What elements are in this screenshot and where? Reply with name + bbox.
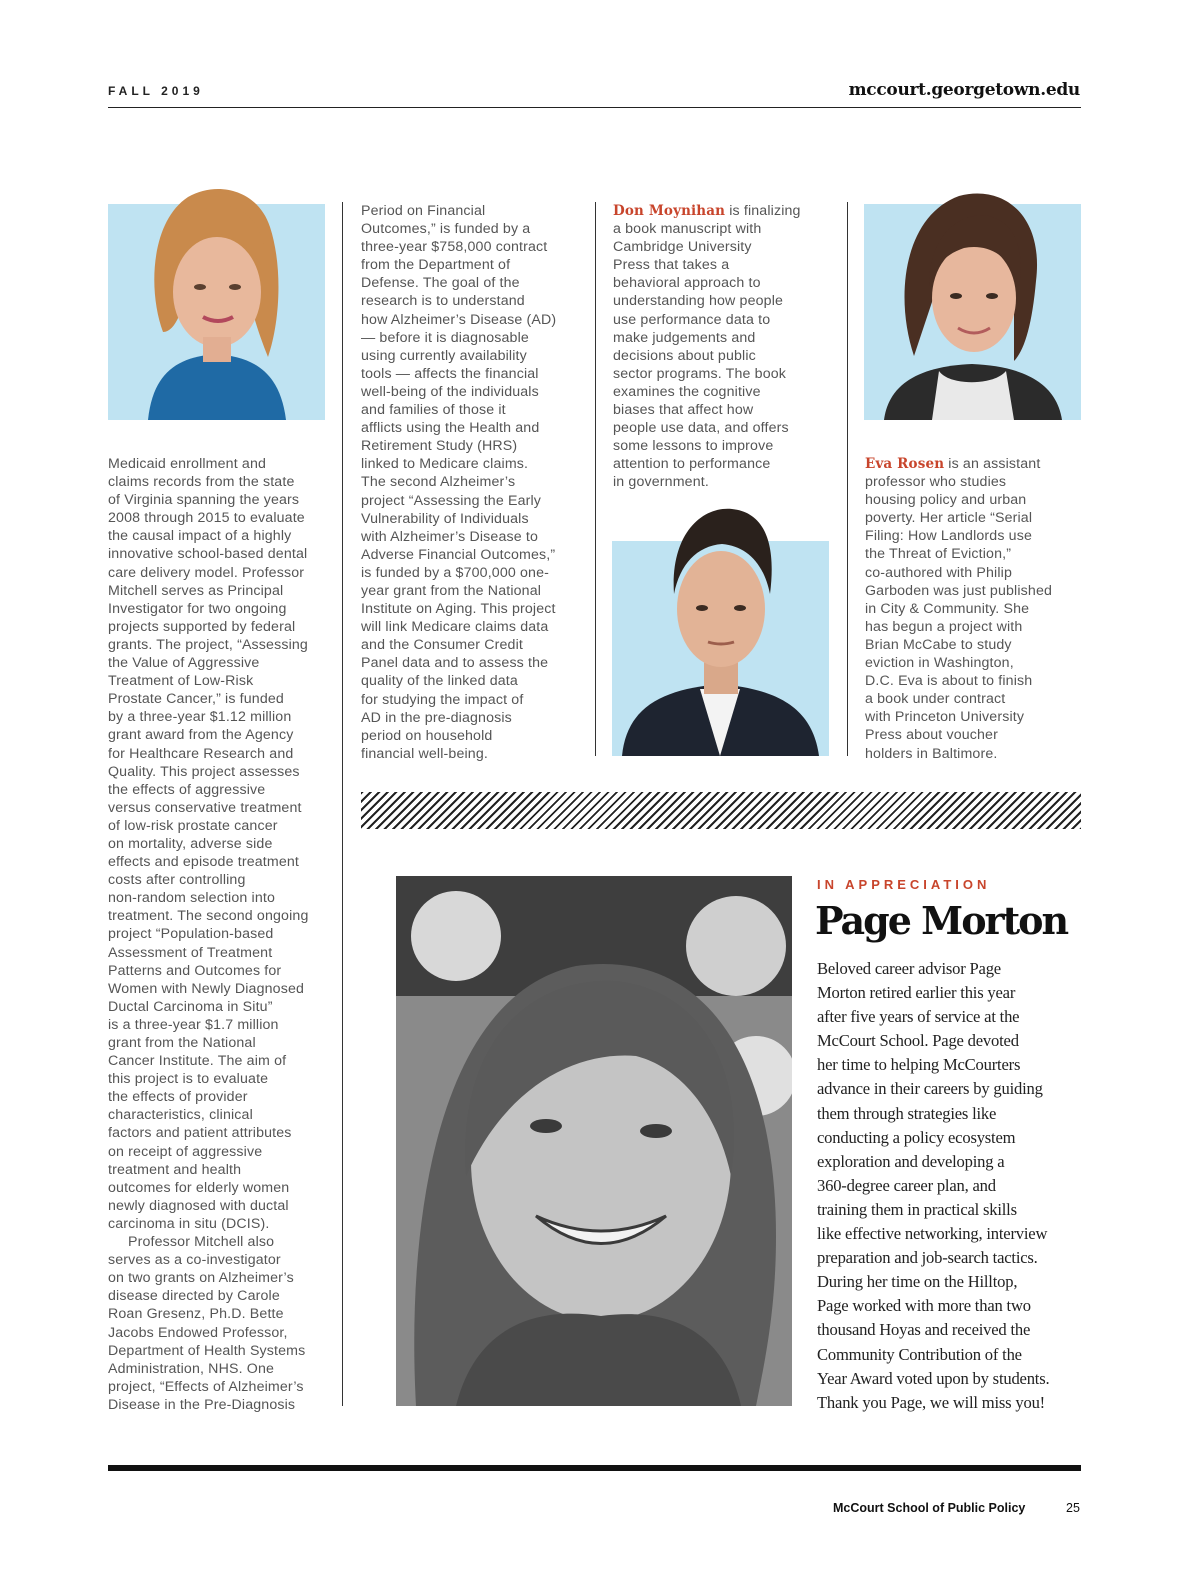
- article-column-1: [108, 455, 330, 1414]
- footer-rule: [108, 1465, 1081, 1471]
- article-column-2: [361, 202, 581, 763]
- footer-school-name: McCourt School of Public Policy: [833, 1501, 1026, 1515]
- column-1-paragraph-2: Professor Mitchell also serves as a co-investigator on two grants on Alzheimer’s disease directed by Carole Roan Gresenz, Ph.D. Bette Jacobs Endowed Professor, Department of Health Systems Administration, NHS. One project, “Effects of Alzheimer’s Disease in the Pre-Diagnosis: [108, 1234, 306, 1413]
- portrait-mitchell: [108, 182, 325, 420]
- faculty-name-rosen: Eva Rosen: [865, 456, 945, 472]
- column-divider-3: [847, 202, 848, 756]
- appreciation-title: Page Morton: [815, 898, 1068, 943]
- page-number: 25: [1066, 1501, 1080, 1515]
- portrait-moynihan: [612, 504, 829, 756]
- header-divider: [108, 107, 1081, 108]
- column-1-paragraph-1: Medicaid enrollment and claims records from the state of Virginia spanning the years 2008 through 2015 to evaluate the causal impact of a highly innovative school-based dental care delivery model. Professor Mitchell serves as Principal Investigator for two ongoing projects supported by federal grants. The project, “Assessing the Value of Aggressive Treatment of Low-Risk Prostate Cancer,” is funded by a three-year $1.12 million grant award from the Agency for Healthcare Research and Quality. This project assesses the effects of aggressive versus conservative treatment of low-risk prostate cancer on mortality, adverse side effects and episode treatment costs after controlling non-random selection into treatment. The second ongoing project “Population-based Assessment of Treatment Patterns and Outcomes for Women with Newly Diagnosed Ductal Carcinoma in Situ” is a three-year $1.7 million grant from the National Cancer Institute. The aim of this project is to evaluate the effects of provider characteristics, clinical factors and patient attributes on receipt of aggressive treatment and health outcomes for elderly women newly diagnosed with ductal carcinoma in situ (DCIS).: [108, 456, 309, 1232]
- article-column-4: [865, 455, 1085, 763]
- column-divider-2: [595, 202, 596, 756]
- article-column-3: [613, 202, 833, 492]
- hatched-divider: [361, 792, 1081, 829]
- portrait-page-morton: [396, 876, 792, 1406]
- portrait-rosen: [864, 186, 1081, 420]
- column-2-text: Period on Financial Outcomes,” is funded by a three-year $758,000 contract from the Department of Defense. The goal of the research is to understand how Alzheimer’s Disease (AD) — before it is diagnosable using currently availability tools — affects the financial well-being of the individuals and families of those it afflicts using the Health and Retirement Study (HRS) linked to Medicare claims. The second Alzheimer’s project “Assessing the Early Vulnerability of Individuals with Alzheimer’s Disease to Adverse Financial Outcomes,” is funded by a $700,000 one- year grant from the National Institute on Aging. This project will link Medicare claims data and the Consumer Credit Panel data and to assess the quality of the linked data for studying the impact of AD in the pre-diagnosis period on household financial well-being.: [361, 203, 557, 762]
- column-4-text: is an assistant professor who studies housing policy and urban poverty. Her article “Serial Filing: How Landlords use the Threat of Eviction,” co-authored with Philip Garboden was just published in City & Community. She has begun a project with Brian McCabe to study eviction in Washington, D.C. Eva is about to finish a book under contract with Princeton University Press about voucher holders in Baltimore.: [865, 456, 1053, 762]
- appreciation-body: Beloved career advisor Page Morton retired earlier this year after five years of service at the McCourt School. Page devoted her time to helping McCourters advance in their careers by guiding them through strategies like conducting a policy ecosystem exploration and developing a 360-degree career plan, and training them in practical skills like effective networking, interview preparation and job-search tactics. During her time on the Hilltop, Page worked with more than two thousand Hoyas and received the Community Contribution of the Year Award voted upon by students. Thank you Page, we will miss you!: [817, 959, 1050, 1412]
- column-divider-1: [342, 202, 343, 1406]
- section-kicker: IN APPRECIATION: [817, 877, 991, 892]
- issue-season: FALL 2019: [108, 84, 204, 98]
- site-url: mccourt.georgetown.edu: [848, 80, 1080, 100]
- column-3-text: is finalizing a book manuscript with Cambridge University Press that takes a behavioral approach to understanding how people use performance data to make judgements and decisions about public sector programs. The book examines the cognitive biases that affect how people use data, and offers some lessons to improve attention to performance in government.: [613, 203, 801, 491]
- faculty-name-moynihan: Don Moynihan: [613, 203, 726, 219]
